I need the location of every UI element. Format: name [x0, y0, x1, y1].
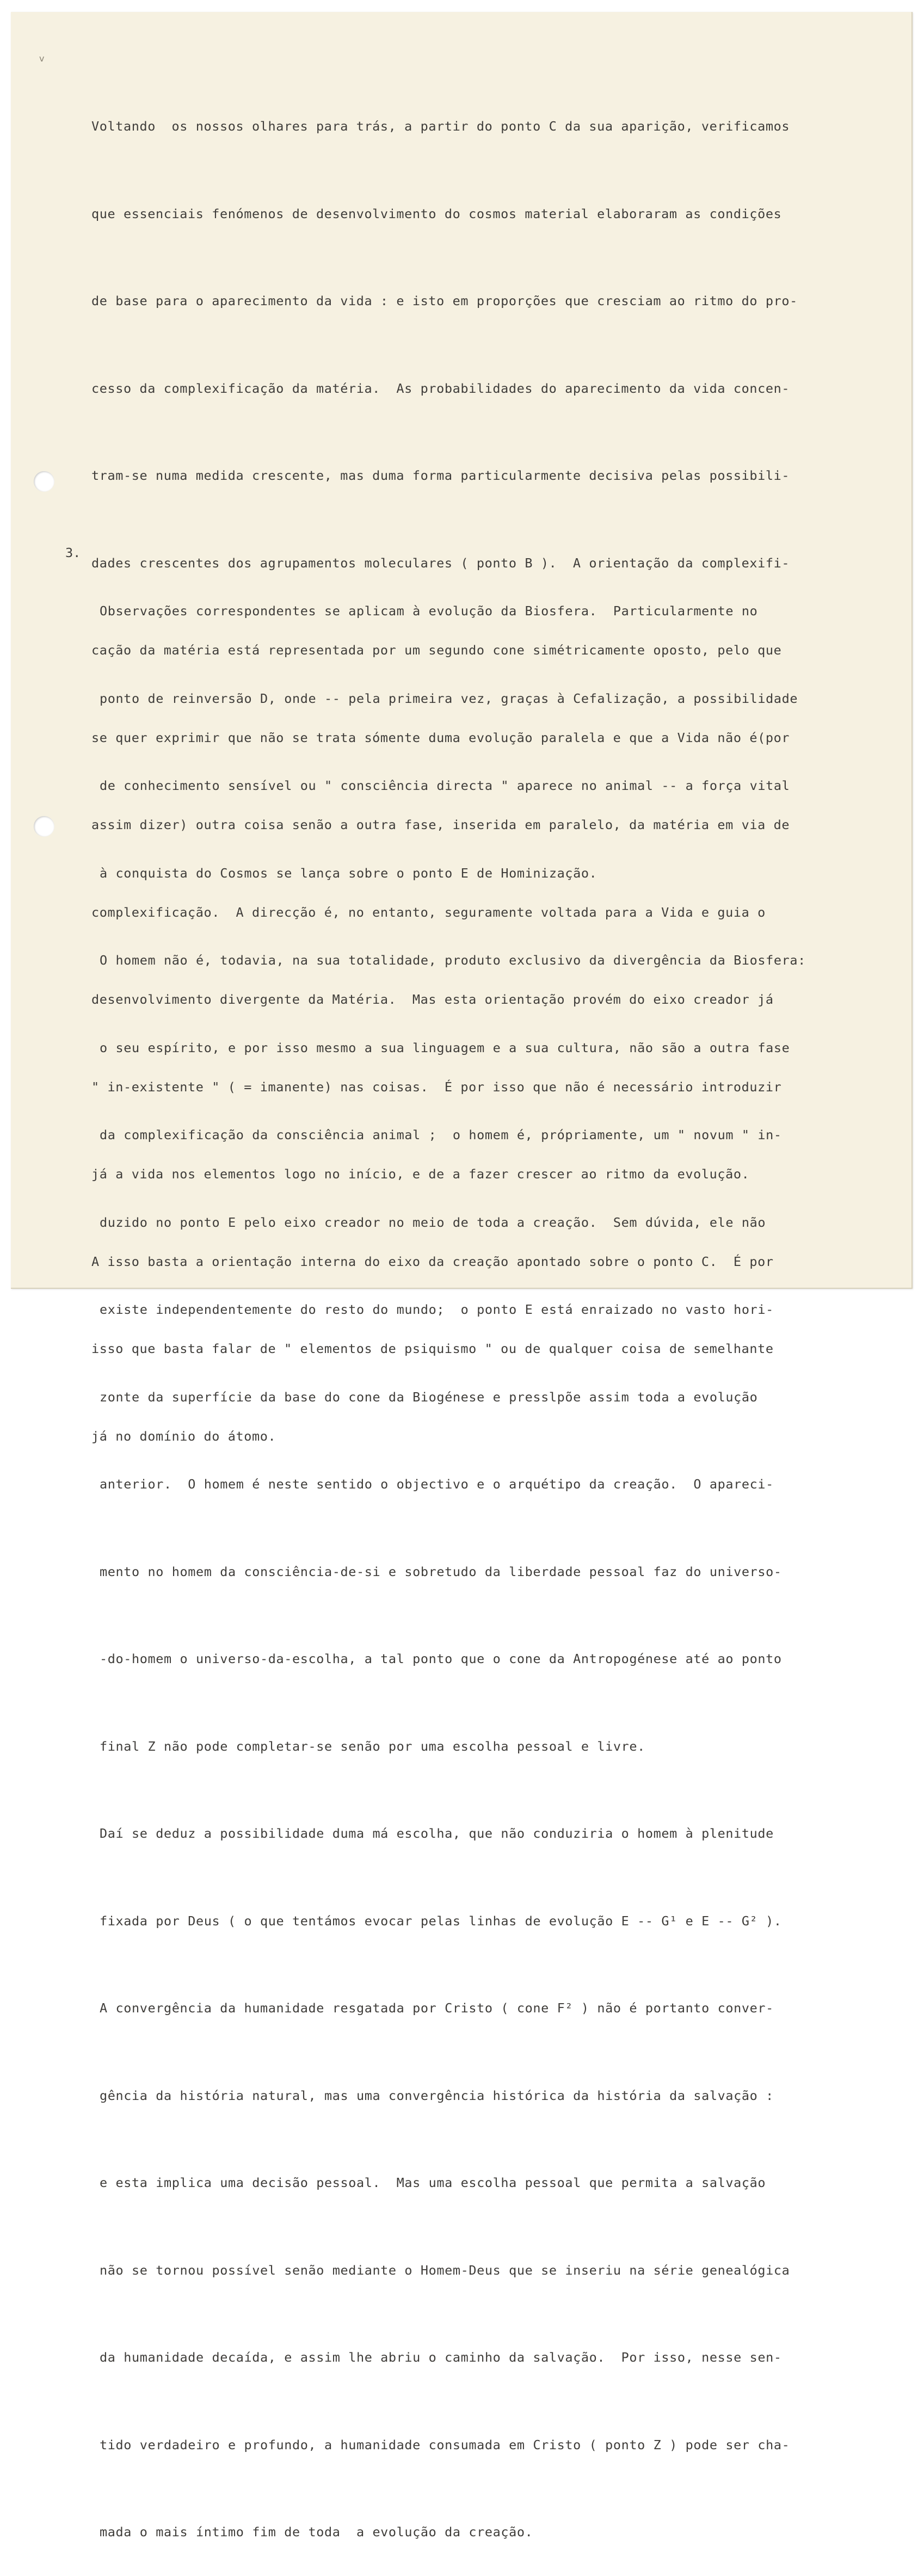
text-line: de base para o aparecimento da vida : e isto em proporções que cresciam ao ritmo do pro- [91, 293, 798, 308]
text-line: e esta implica uma decisão pessoal. Mas uma escolha pessoal que permita a salvação [100, 2175, 766, 2190]
text-line: já no domínio do átomo. [91, 1428, 276, 1444]
text-line: Daí se deduz a possibilidade duma má escolha, que não conduziria o homem à plenitude [100, 1826, 774, 1841]
text-line: o seu espírito, e por isso mesmo a sua linguagem e a sua cultura, não são a outra fase [100, 1040, 790, 1055]
text-line: à conquista do Cosmos se lança sobre o ponto E de Hominização. [100, 865, 597, 881]
punch-hole [34, 471, 54, 492]
margin-mark: v [39, 53, 45, 64]
text-line: da humanidade decaída, e assim lhe abriu o caminho da salvação. Por isso, nesse sen- [100, 2350, 782, 2365]
text-line: tido verdadeiro e profundo, a humanidade consumada em Cristo ( ponto Z ) pode ser cha- [100, 2437, 790, 2453]
text-line: anterior. O homem é neste sentido o objectivo e o arquétipo da creação. O apareci- [100, 1477, 774, 1492]
text-line: cação da matéria está representada por um segundo cone simétricamente oposto, pelo que [91, 643, 782, 658]
text-line: Voltando os nossos olhares para trás, a partir do ponto C da sua aparição, verificamos [91, 119, 790, 134]
text-line: O homem não é, todavia, na sua totalidade, produto exclusivo da divergência da Biosfera: [100, 953, 806, 968]
text-line: não se tornou possível senão mediante o Homem-Deus que se inseriu na série genealógica [100, 2262, 790, 2278]
text-line: final Z não pode completar-se senão por uma escolha pessoal e livre. [100, 1738, 645, 1754]
text-line: A convergência da humanidade resgatada por Cristo ( cone F² ) não é portanto conver- [100, 2000, 774, 2016]
text-line: de conhecimento sensível ou " consciência directa " aparece no animal -- a força vital [100, 778, 790, 793]
paragraph-3 [100, 539, 806, 2576]
section-number: 3. [65, 545, 81, 560]
text-line: assim dizer) outra coisa senão a outra fase, inserida em paralelo, da matéria em via de [91, 817, 790, 832]
text-line: -do-homem o universo-da-escolha, a tal ponto que o cone da Antropogénese até ao ponto [100, 1651, 782, 1666]
text-line: " in-existente " ( = imanente) nas coisas. É por isso que não é necessário introduzir [91, 1079, 782, 1095]
text-line: da complexificação da consciência animal ; o homem é, própriamente, um " novum " in- [100, 1127, 782, 1142]
text-line: gência da história natural, mas uma convergência histórica da história da salvação : [100, 2087, 774, 2103]
text-line: já a vida nos elementos logo no início, e de a fazer crescer ao ritmo da evolução. [91, 1166, 750, 1182]
text-line: fixada por Deus ( o que tentámos evocar pelas linhas de evolução E -- G¹ e E -- G² ). [100, 1913, 782, 1929]
text-line: que essenciais fenómenos de desenvolvimento do cosmos material elaboraram as condições [91, 206, 782, 221]
text-line: se quer exprimir que não se trata sómente duma evolução paralela e que a Vida não é(por [91, 730, 790, 745]
text-line: duzido no ponto E pelo eixo creador no meio de toda a creação. Sem dúvida, ele não [100, 1214, 766, 1230]
text-line: zonte da superfície da base do cone da Biogénese e presslpõe assim toda a evolução [100, 1389, 758, 1405]
text-line: tram-se numa medida crescente, mas duma forma particularmente decisiva pelas possibili- [91, 468, 790, 483]
text-line: Observações correspondentes se aplicam à evolução da Biosfera. Particularmente no [100, 603, 758, 619]
punch-hole [34, 816, 54, 837]
text-line: ponto de reinversão D, onde -- pela primeira vez, graças à Cefalização, a possibilidade [100, 690, 798, 706]
text-line: mento no homem da consciência-de-si e sobretudo da liberdade pessoal faz do universo- [100, 1564, 782, 1579]
text-line: A isso basta a orientação interna do eixo da creação apontado sobre o ponto C. É por [91, 1253, 774, 1269]
text-line: existe independentemente do resto do mundo; o ponto E está enraizado no vasto hori- [100, 1302, 774, 1317]
text-line: complexificação. A direcção é, no entanto, seguramente voltada para a Vida e guia o [91, 904, 766, 920]
text-line: dades crescentes dos agrupamentos moleculares ( ponto B ). A orientação da complexifi- [91, 555, 790, 571]
text-line: isso que basta falar de " elementos de psiquismo " ou de qualquer coisa de semelhante [91, 1341, 774, 1356]
text-line: cesso da complexificação da matéria. As probabilidades do aparecimento da vida concen- [91, 380, 790, 396]
text-line: mada o mais íntimo fim de toda a evolução da creação. [100, 2524, 533, 2540]
text-line: desenvolvimento divergente da Matéria. Mas esta orientação provém do eixo creador já [91, 992, 774, 1007]
